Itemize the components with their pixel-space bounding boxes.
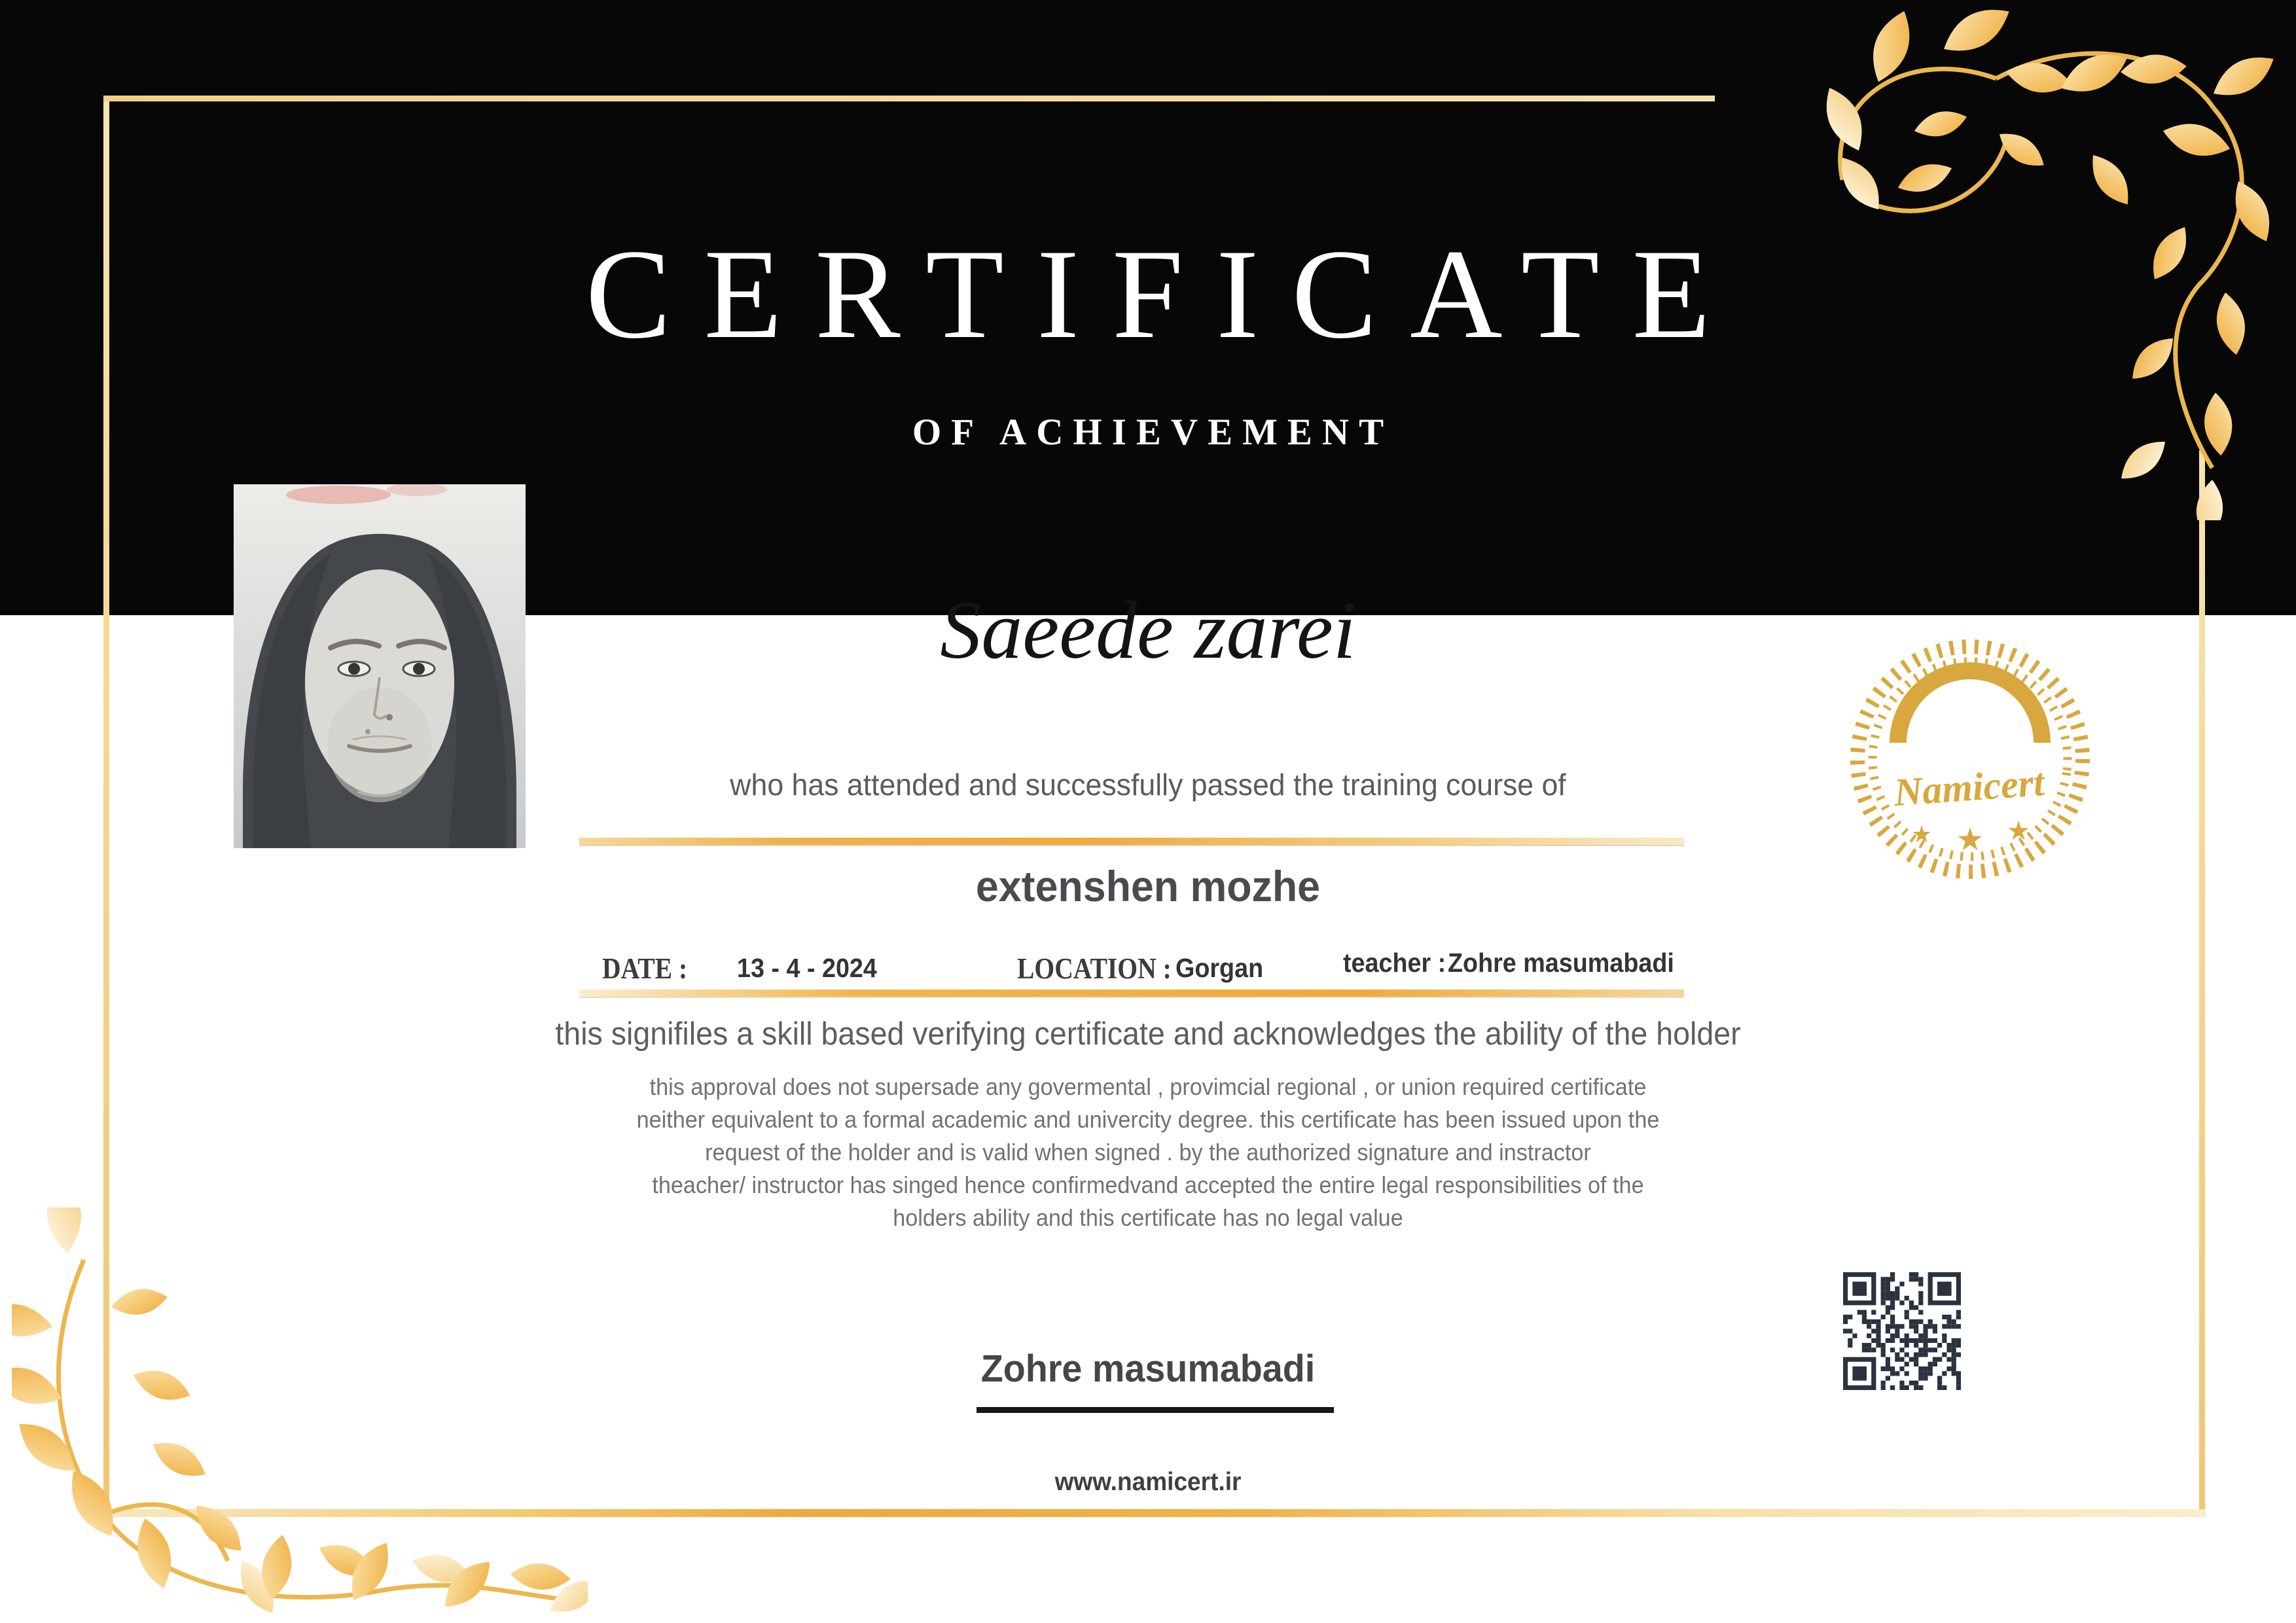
location-label: LOCATION : xyxy=(1017,952,1172,985)
statement-line: theacher/ instructor has singed hence confirmedvand accepted the entire legal responsibilities of the xyxy=(652,1171,1644,1198)
statement-heading: this signifiles a skill based verifying certificate and acknowledges the ability of the holder xyxy=(555,1016,1741,1052)
website-text: www.namicert.ir xyxy=(1054,1468,1242,1496)
location-value: Gorgan xyxy=(1175,953,1264,983)
recipient-name: Saeede zarei xyxy=(940,585,1356,676)
laurel-wreath-seal-icon xyxy=(1846,625,2094,893)
leaf-vine-ornament-icon xyxy=(1780,10,2296,520)
seal-star-icon: ★ xyxy=(1910,821,1933,847)
statement-line: holders ability and this certificate has no legal value xyxy=(893,1204,1403,1231)
statement-line: this approval does not supersade any govermental , provimcial regional , or union required certificate xyxy=(649,1073,1647,1100)
signature-name: Zohre masumabadi xyxy=(980,1347,1316,1390)
teacher-value: Zohre masumabadi xyxy=(1448,948,1674,978)
statement-line: neither equivalent to a formal academic and univercity degree. this certificate has been issued upon the xyxy=(636,1106,1660,1133)
divider-top xyxy=(579,838,1684,845)
divider-bottom xyxy=(579,990,1684,997)
page-title: CERTIFICATE xyxy=(585,223,1744,365)
course-name: extenshen mozhe xyxy=(975,862,1321,910)
leaf-vine-ornament-icon xyxy=(12,1207,588,1622)
qr-code-icon xyxy=(1843,1272,1961,1390)
seal-brand-text: Namicert xyxy=(1892,760,2046,814)
date-label: DATE : xyxy=(602,952,688,985)
seal-star-icon: ★ xyxy=(2007,816,2030,846)
signature-underline xyxy=(977,1407,1334,1413)
date-value: 13 - 4 - 2024 xyxy=(737,953,877,983)
frame-top-line xyxy=(103,96,1715,101)
teacher-label: teacher : xyxy=(1343,948,1446,978)
statement-line: request of the holder and is valid when signed . by the authorized signature and instractor xyxy=(705,1139,1591,1166)
intro-text: who has attended and successfully passed the training course of xyxy=(730,768,1566,802)
details-row xyxy=(0,948,2296,990)
page-subtitle: OF ACHIEVEMENT xyxy=(912,412,1394,453)
portrait-photo xyxy=(234,484,526,848)
statement-paragraph xyxy=(363,1071,1933,1234)
seal-star-icon: ★ xyxy=(1956,823,1984,857)
